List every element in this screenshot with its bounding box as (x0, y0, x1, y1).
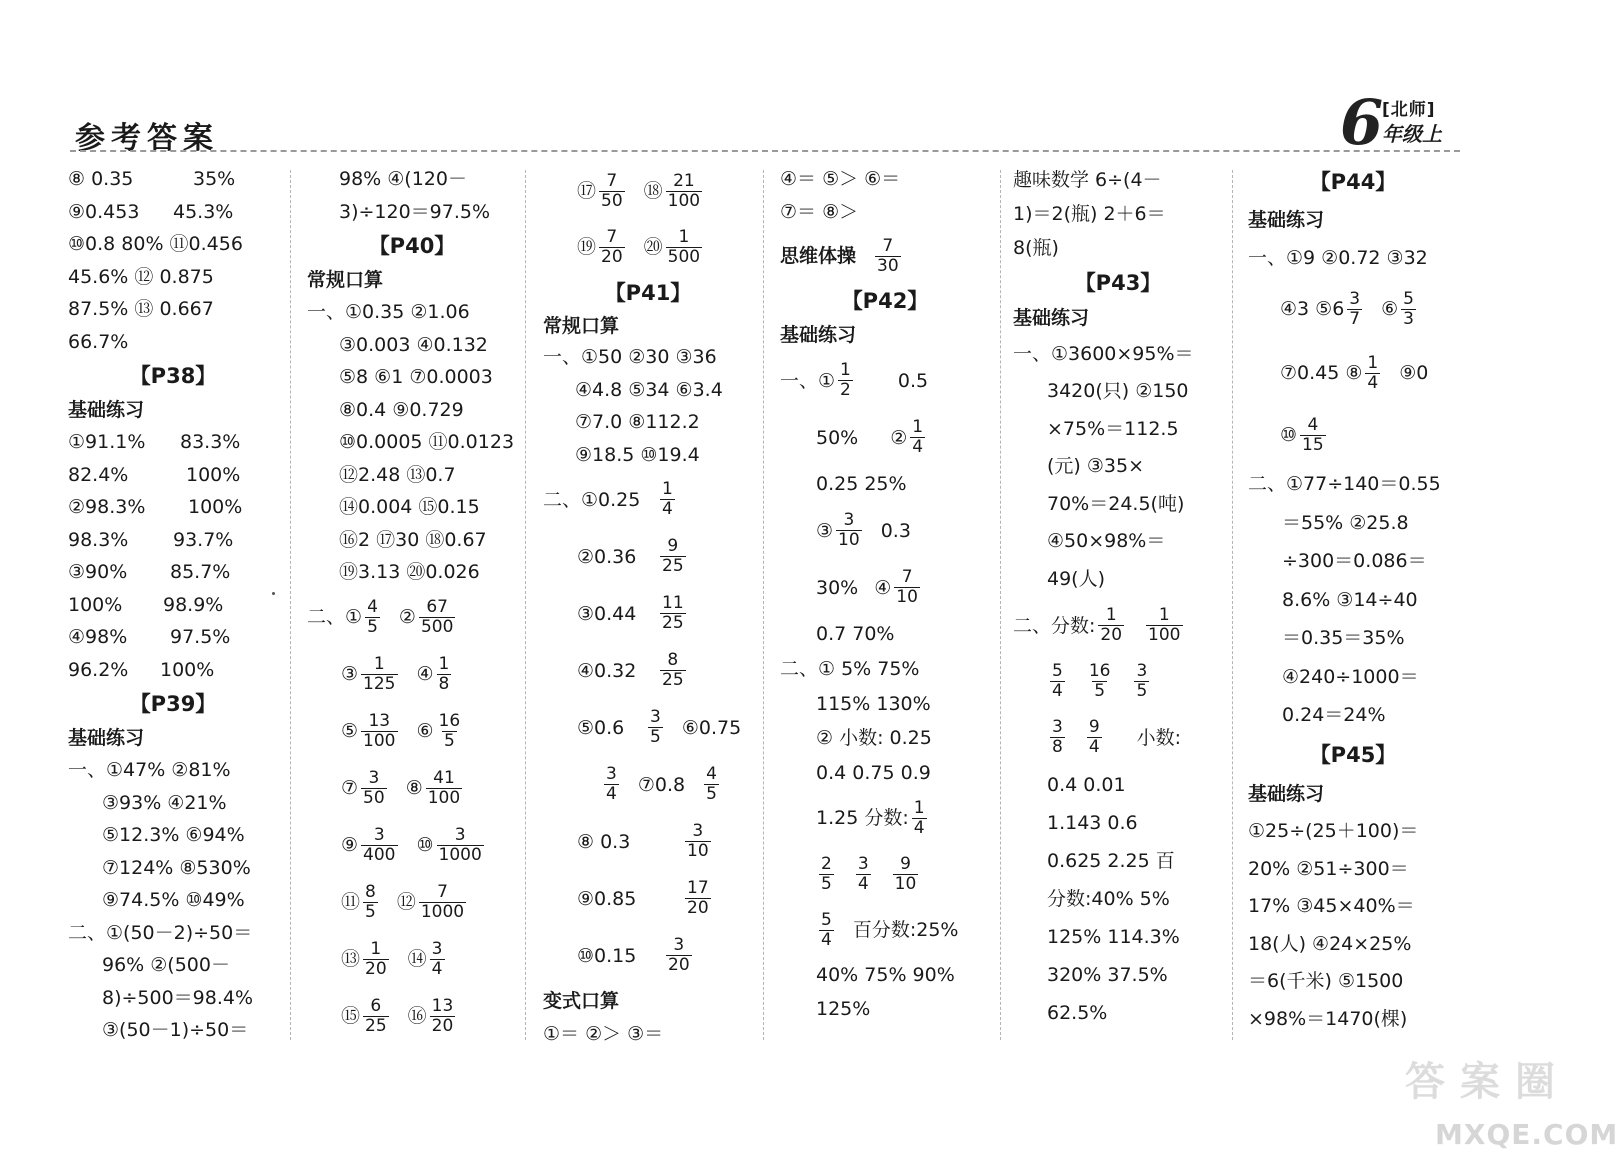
fraction-line: ③ $\frac{1}{125}$ ④ $\frac{1}{8}$ (341, 653, 450, 694)
answer-line: ＝55% ②25.8 (1282, 511, 1409, 534)
fraction-line: ⑤ $\frac{13}{100}$ ⑥ $\frac{16}{5}$ (341, 710, 461, 751)
fraction-line: ⑩ $\frac{4}{15}$ (1280, 414, 1324, 455)
answer-line: ＝6(千米) ⑤1500 (1248, 970, 1404, 993)
answer-line: ⑭0.004 ⑮0.15 (339, 496, 480, 519)
fraction-line: 二、分数: $\frac{1}{20}$ $\frac{1}{100}$ (1013, 605, 1181, 645)
answer-line: 二、① 5% 75% (780, 658, 920, 681)
answer-line: ④240÷1000＝ (1282, 665, 1419, 688)
page-heading-p44: 【P44】 (1309, 170, 1397, 194)
fraction: $\frac{3}{400}$ (363, 824, 396, 865)
answer-line: 18(人) ④24×25% (1248, 932, 1412, 955)
answer-line: 0.4 0.75 0.9 (816, 761, 931, 784)
answer-line: 分数:40% 5% (1047, 887, 1170, 910)
fraction-line: ⑦ $\frac{3}{50}$ ⑧ $\frac{41}{100}$ (341, 767, 461, 808)
fraction: $\frac{5}{3}$ (1403, 288, 1414, 329)
answer-line: ⑤12.3% ⑥94% (102, 824, 245, 847)
answer-line: 70%＝24.5(吨) (1047, 492, 1185, 515)
fraction-line: $\frac{5}{4}$ 百分数:25% (821, 909, 959, 950)
answer-line: ⑦7.0 ⑧112.2 (575, 411, 700, 434)
answer-line: 一、①3600×95%＝ (1013, 342, 1194, 365)
answer-column-1 (68, 163, 278, 1047)
answer-line: 8(瓶) (1013, 237, 1059, 259)
answer-line: 一、①47% ②81% (68, 759, 231, 782)
answer-line: ⑯2 ⑰30 ⑱0.67 (339, 528, 487, 551)
fraction: $\frac{9}{10}$ (894, 853, 917, 894)
answer-line: ⑨0.453 45.3% (68, 200, 234, 223)
section-heading: 常规口算 (543, 315, 620, 337)
answer-line: ③0.003 ④0.132 (339, 333, 488, 356)
page-heading-p38: 【P38】 (129, 364, 217, 388)
answer-line: 0.625 2.25 百 (1047, 849, 1175, 872)
answer-line: 1)＝2(瓶) 2＋6＝ (1013, 203, 1166, 225)
page-heading-p40: 【P40】 (368, 234, 456, 258)
fraction: $\frac{5}{4}$ (1052, 661, 1063, 701)
fraction-line: ③ $\frac{3}{10}$ 0.3 (816, 510, 911, 550)
section-heading: 基础练习 (780, 324, 857, 346)
fraction: $\frac{1}{4}$ (662, 479, 673, 519)
answer-line: 98.3% 93.7% (68, 528, 234, 551)
header-divider (70, 150, 1460, 152)
answer-line: 115% 130% (816, 692, 931, 715)
fraction: $\frac{67}{500}$ (420, 596, 454, 637)
grade-badge (1340, 86, 1470, 159)
fraction: $\frac{3}{4}$ (431, 938, 443, 979)
answer-column-5 (1013, 163, 1223, 1032)
answer-line: ⑨74.5% ⑩49% (102, 889, 245, 912)
fraction: $\frac{1}{100}$ (1148, 605, 1181, 645)
answer-line: ⑩0.0005 ⑪0.0123 (339, 431, 515, 454)
fraction-line: 思维体操 $\frac{7}{30}$ (780, 235, 899, 276)
fraction-line: ⑤0.6 $\frac{3}{5}$ ⑥0.75 (577, 707, 742, 747)
column-divider (525, 170, 526, 1040)
fraction: $\frac{9}{25}$ (662, 536, 684, 576)
answer-line: 8)÷500＝98.4% (102, 986, 254, 1009)
fraction: $\frac{9}{4}$ (1088, 717, 1100, 757)
answer-line: 125% 114.3% (1047, 925, 1180, 948)
fraction-line: ⑮ $\frac{6}{25}$ ⑯ $\frac{13}{20}$ (341, 995, 454, 1036)
grade-label: 年级上 (1382, 122, 1442, 146)
answer-line: 一、①9 ②0.72 ③32 (1248, 247, 1428, 269)
fraction: $\frac{11}{25}$ (662, 593, 684, 633)
answer-column-4 (780, 163, 990, 1026)
page-title: 参考答案 (75, 121, 219, 156)
answer-line: ×98%＝1470(棵) (1248, 1007, 1408, 1030)
section-heading: 基础练习 (68, 727, 145, 749)
answer-line: 一、①0.35 ②1.06 (307, 301, 470, 324)
fraction: $\frac{16}{5}$ (438, 710, 461, 751)
fraction: $\frac{3}{5}$ (650, 707, 661, 747)
fraction: $\frac{3}{10}$ (838, 510, 860, 550)
fraction-line: 50% ② $\frac{1}{4}$ (816, 417, 924, 457)
answer-line: ÷300＝0.086＝ (1282, 550, 1427, 573)
fraction-line: 二、①0.25 $\frac{1}{4}$ (543, 479, 673, 519)
fraction-line (780, 846, 990, 902)
fraction: $\frac{4}{5}$ (367, 596, 378, 637)
answer-line: 一、①50 ②30 ③36 (543, 346, 717, 369)
answer-line: 二、①77÷140＝0.55 (1248, 473, 1441, 496)
answer-line: 二、①(50－2)÷50＝ (68, 921, 253, 944)
fraction: $\frac{3}{20}$ (668, 935, 690, 975)
fraction: $\frac{13}{100}$ (363, 710, 396, 751)
answer-line: ④50×98%＝ (1047, 530, 1166, 553)
fraction: $\frac{1}{500}$ (667, 226, 701, 267)
fraction-line: ⑩0.15 $\frac{3}{20}$ (577, 935, 690, 975)
answer-column-2 (307, 163, 517, 1045)
fraction-line: ②0.36 $\frac{9}{25}$ (577, 536, 684, 576)
fraction: $\frac{1}{8}$ (438, 653, 450, 694)
fraction: $\frac{7}{50}$ (601, 170, 623, 211)
answer-line: ③93% ④21% (102, 791, 227, 814)
fraction: $\frac{3}{1000}$ (438, 824, 482, 865)
fraction-line: ⑬ $\frac{1}{20}$ ⑭ $\frac{3}{4}$ (341, 938, 443, 979)
answer-line: (元) ③35× (1047, 455, 1144, 478)
answer-line: ⑦＝ ⑧＞ (780, 200, 859, 223)
answer-line: ③90% 85.7% (68, 561, 231, 584)
fraction: $\frac{4}{15}$ (1302, 414, 1324, 455)
section-heading: 基础练习 (68, 399, 145, 421)
answer-line: ⑨18.5 ⑩19.4 (575, 443, 700, 466)
watermark-glyph: 答 (1405, 1059, 1445, 1105)
fraction-line: ④3 ⑤6 $\frac{3}{7}$ ⑥ $\frac{5}{3}$ (1280, 288, 1414, 329)
answer-line: 20% ②51÷300＝ (1248, 857, 1409, 880)
answer-line: ＝0.35＝35% (1282, 627, 1405, 650)
answer-line: ③(50－1)÷50＝ (102, 1019, 249, 1042)
watermark-glyph: 案 (1460, 1059, 1500, 1105)
grade-number: 6 (1340, 86, 1384, 159)
fraction-line: ④0.32 $\frac{8}{25}$ (577, 650, 684, 690)
answer-line: 趣味数学 6÷(4－ (1013, 169, 1162, 191)
answer-line: ④＝ ⑤＞ ⑥＝ (780, 168, 901, 191)
fraction: $\frac{3}{5}$ (1136, 661, 1148, 701)
answer-line: ④4.8 ⑤34 ⑥3.4 (575, 378, 723, 401)
answer-line: ①25÷(25＋100)＝ (1248, 820, 1419, 843)
answer-line: 96.2% 100% (68, 658, 215, 681)
watermark-glyph: 圈 (1515, 1059, 1555, 1105)
fraction-line: ⑨ $\frac{3}{400}$ ⑩ $\frac{3}{1000}$ (341, 824, 482, 865)
answer-line: 0.7 70% (816, 623, 895, 645)
answer-line: 82.4% 100% (68, 463, 241, 486)
fraction: $\frac{6}{25}$ (365, 995, 387, 1036)
answer-line: 45.6% ⑫ 0.875 (68, 265, 214, 288)
answer-line: ② 小数: 0.25 (816, 727, 932, 750)
fraction: $\frac{1}{125}$ (363, 653, 396, 694)
answer-line: 320% 37.5% (1047, 963, 1168, 986)
answer-line: 96% ②(500－ (102, 954, 230, 977)
answer-line: ⑫2.48 ⑬0.7 (339, 463, 456, 486)
fraction: $\frac{1}{20}$ (365, 938, 387, 979)
answer-line: 17% ③45×40%＝ (1248, 895, 1415, 918)
fraction: $\frac{3}{50}$ (363, 767, 385, 808)
fraction: $\frac{3}{10}$ (687, 821, 709, 861)
fraction-line: ⑨0.85 $\frac{17}{20}$ (577, 878, 709, 918)
watermark-text: MXQE.COM (1435, 1118, 1618, 1151)
answer-line: ②98.3% 100% (68, 496, 243, 519)
fraction-line: ⑧ 0.3 $\frac{3}{10}$ (577, 821, 709, 861)
page-heading-p42: 【P42】 (841, 289, 929, 313)
fraction-line (1013, 654, 1223, 710)
fraction: $\frac{7}{20}$ (601, 226, 623, 267)
fraction-line: $\frac{3}{8}$ $\frac{9}{4}$ 小数: (1052, 717, 1182, 757)
fraction-line: ⑦0.45 ⑧ $\frac{1}{4}$ ⑨0 (1280, 352, 1429, 393)
fraction-line: $\frac{3}{4}$ ⑦0.8 $\frac{4}{5}$ (606, 764, 717, 804)
section-heading: 基础练习 (1248, 782, 1325, 805)
answer-line: 100% 98.9% (68, 593, 224, 616)
answer-line: 0.24＝24% (1282, 704, 1386, 727)
fraction: $\frac{41}{100}$ (427, 767, 461, 808)
column-divider (1232, 170, 1233, 1040)
answer-line: 1.143 0.6 (1047, 811, 1138, 834)
answer-column-6 (1248, 163, 1458, 1038)
section-heading: 变式口算 (543, 990, 620, 1012)
fraction: $\frac{1}{2}$ (840, 360, 851, 400)
answer-line: ×75%＝112.5 (1047, 417, 1179, 440)
fraction-line: ③0.44 $\frac{11}{25}$ (577, 593, 684, 633)
fraction: $\frac{2}{5}$ (821, 853, 832, 894)
fraction-line: 二、 ① $\frac{4}{5}$ ② $\frac{67}{500}$ (307, 596, 454, 637)
page-heading-p45: 【P45】 (1309, 742, 1397, 767)
answer-line: ⑩0.8 80% ⑪0.456 (68, 233, 243, 256)
fraction-line: ⑲ $\frac{7}{20}$ ⑳ $\frac{1}{500}$ (577, 226, 701, 267)
fraction: $\frac{21}{100}$ (667, 170, 701, 211)
fraction: $\frac{4}{5}$ (706, 764, 717, 804)
answer-line: ①91.1% 83.3% (68, 431, 241, 454)
answer-line: ⑧ 0.35 35% (68, 168, 236, 191)
fraction: $\frac{17}{20}$ (687, 878, 709, 918)
answer-line: ①＝ ②＞ ③＝ (543, 1023, 664, 1046)
answer-line: 40% 75% 90% (816, 964, 955, 986)
column-divider (1000, 170, 1001, 1040)
answer-line: 98% ④(120－ (339, 168, 467, 191)
answer-line: 3)÷120＝97.5% (339, 200, 491, 223)
answer-column-3 (543, 163, 753, 1051)
answer-line: 49(人) (1047, 567, 1106, 590)
fraction: $\frac{5}{4}$ (821, 909, 832, 950)
answer-line: 8.6% ③14÷40 (1282, 588, 1418, 611)
fraction: $\frac{3}{8}$ (1052, 717, 1063, 757)
fraction: $\frac{7}{30}$ (877, 235, 899, 276)
fraction: $\frac{1}{4}$ (1367, 352, 1379, 393)
fraction: $\frac{3}{4}$ (606, 764, 617, 804)
fraction: $\frac{8}{25}$ (662, 650, 684, 690)
fraction-line: ⑪ $\frac{8}{5}$ ⑫ $\frac{7}{1000}$ (341, 881, 465, 922)
fraction: $\frac{3}{7}$ (1349, 288, 1361, 329)
watermark (1400, 1050, 1618, 1160)
column-divider (290, 170, 291, 1040)
fraction: $\frac{7}{10}$ (896, 567, 918, 607)
answer-line: 66.7% (68, 330, 129, 353)
fraction: $\frac{16}{5}$ (1088, 661, 1111, 701)
answer-line: ⑧0.4 ⑨0.729 (339, 398, 464, 421)
section-heading: 基础练习 (1248, 209, 1325, 231)
answer-line: 125% (816, 998, 871, 1020)
fraction-line: 1.25 分数: $\frac{1}{4}$ (816, 797, 925, 838)
section-heading: 基础练习 (1013, 307, 1090, 329)
answer-line: ⑤8 ⑥1 ⑦0.0003 (339, 366, 493, 389)
answer-line: 3420(只) ②150 (1047, 380, 1189, 403)
answer-line: ⑲3.13 ⑳0.026 (339, 561, 480, 584)
fraction: $\frac{1}{4}$ (912, 417, 924, 457)
answer-line: 0.25 25% (816, 473, 907, 495)
fraction: $\frac{13}{20}$ (431, 995, 454, 1036)
fraction: $\frac{1}{20}$ (1100, 605, 1123, 645)
page-heading-p39: 【P39】 (129, 692, 217, 716)
fraction-line: ⑰ $\frac{7}{50}$ ⑱ $\frac{21}{100}$ (577, 170, 701, 211)
answer-line: 0.4 0.01 (1047, 773, 1126, 796)
fraction: $\frac{1}{4}$ (913, 797, 925, 838)
fraction: $\frac{7}{1000}$ (420, 881, 465, 922)
fraction: $\frac{8}{5}$ (365, 881, 376, 922)
fraction-line: 30% ④ $\frac{7}{10}$ (816, 567, 918, 607)
column-divider (763, 170, 764, 1040)
page-heading-p41: 【P41】 (604, 281, 692, 305)
answer-line: ④98% 97.5% (68, 626, 231, 649)
section-heading: 常规口算 (307, 269, 384, 291)
fraction: $\frac{3}{4}$ (857, 853, 869, 894)
answer-line: 87.5% ⑬ 0.667 (68, 298, 214, 321)
fraction-line: 一、① $\frac{1}{2}$ 0.5 (780, 360, 929, 400)
answer-line: 62.5% (1047, 1001, 1108, 1024)
page-heading-p43: 【P43】 (1074, 271, 1162, 295)
answer-line: ⑦124% ⑧530% (102, 856, 251, 879)
edition-label: [北师] (1382, 100, 1436, 120)
